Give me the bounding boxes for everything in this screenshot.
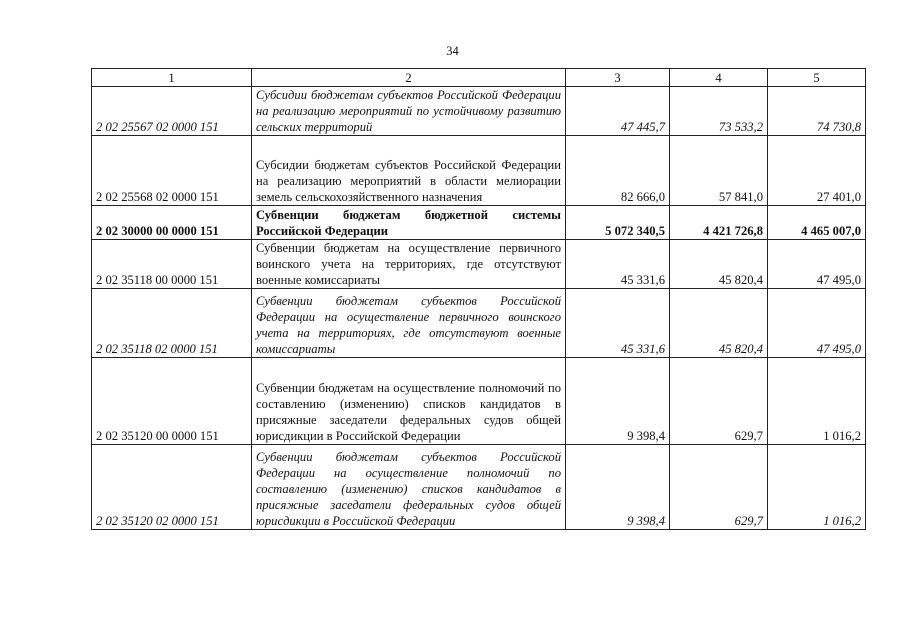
description-cell: Субсидии бюджетам субъектов Российской Федерации на реализацию мероприятий в области мелиорации земель сельскохозяйственного назначения: [252, 136, 566, 206]
table-row: [92, 87, 866, 136]
description-cell: Субвенции бюджетам субъектов Российской Федерации на осуществление полномочий по составлению (изменению) списков кандидатов в присяжные заседатели федеральных судов общей юрисдикции в Российской Федерации: [252, 445, 566, 530]
column-header-2: 2: [252, 69, 566, 87]
amount-col4-cell: 45 820,4: [670, 289, 768, 358]
amount-col5-cell: 74 730,8: [768, 87, 866, 136]
amount-col4-cell: 45 820,4: [670, 240, 768, 289]
amount-col4-cell: 629,7: [670, 445, 768, 530]
budget-table: [91, 68, 866, 530]
table-row: [92, 445, 866, 530]
budget-code-cell: 2 02 25567 02 0000 151: [92, 87, 252, 136]
table-header-row: [92, 69, 866, 87]
column-header-5: 5: [768, 69, 866, 87]
description-cell: Субвенции бюджетам на осуществление первичного воинского учета на территориях, где отсутствуют военные комиссариаты: [252, 240, 566, 289]
amount-col3-cell: 45 331,6: [566, 240, 670, 289]
table-row: [92, 358, 866, 445]
column-header-1: 1: [92, 69, 252, 87]
amount-col4-cell: 629,7: [670, 358, 768, 445]
table-row: [92, 240, 866, 289]
amount-col3-cell: 5 072 340,5: [566, 206, 670, 240]
description-cell: Субвенции бюджетам бюджетной системы Российской Федерации: [252, 206, 566, 240]
amount-col3-cell: 45 331,6: [566, 289, 670, 358]
column-header-4: 4: [670, 69, 768, 87]
amount-col5-cell: 27 401,0: [768, 136, 866, 206]
amount-col3-cell: 9 398,4: [566, 358, 670, 445]
table-row: [92, 289, 866, 358]
amount-col5-cell: 47 495,0: [768, 240, 866, 289]
budget-code-cell: 2 02 35118 00 0000 151: [92, 240, 252, 289]
amount-col5-cell: 1 016,2: [768, 358, 866, 445]
page-number: 34: [446, 44, 459, 58]
budget-code-cell: 2 02 35120 00 0000 151: [92, 358, 252, 445]
budget-code-cell: 2 02 25568 02 0000 151: [92, 136, 252, 206]
amount-col3-cell: 82 666,0: [566, 136, 670, 206]
budget-code-cell: 2 02 35118 02 0000 151: [92, 289, 252, 358]
amount-col4-cell: 57 841,0: [670, 136, 768, 206]
budget-code-cell: 2 02 35120 02 0000 151: [92, 445, 252, 530]
description-cell: Субвенции бюджетам на осуществление полномочий по составлению (изменению) списков кандидатов в присяжные заседатели федеральных судов общей юрисдикции в Российской Федерации: [252, 358, 566, 445]
description-cell: Субсидии бюджетам субъектов Российской Федерации на реализацию мероприятий по устойчивому развитию сельских территорий: [252, 87, 566, 136]
amount-col4-cell: 4 421 726,8: [670, 206, 768, 240]
amount-col3-cell: 47 445,7: [566, 87, 670, 136]
budget-code-cell: 2 02 30000 00 0000 151: [92, 206, 252, 240]
amount-col4-cell: 73 533,2: [670, 87, 768, 136]
table-body: [92, 87, 866, 530]
amount-col3-cell: 9 398,4: [566, 445, 670, 530]
table-row: [92, 206, 866, 240]
amount-col5-cell: 4 465 007,0: [768, 206, 866, 240]
amount-col5-cell: 47 495,0: [768, 289, 866, 358]
amount-col5-cell: 1 016,2: [768, 445, 866, 530]
table-row: [92, 136, 866, 206]
description-cell: Субвенции бюджетам субъектов Российской Федерации на осуществление первичного воинского учета на территориях, где отсутствуют военные комиссариаты: [252, 289, 566, 358]
column-header-3: 3: [566, 69, 670, 87]
